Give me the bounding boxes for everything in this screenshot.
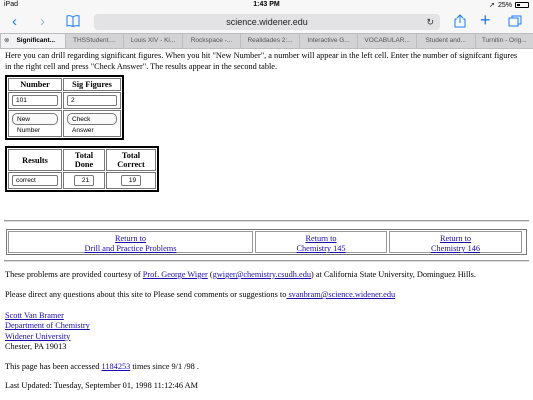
tab-student-and[interactable] — [416, 34, 475, 48]
browser-toolbar — [0, 11, 533, 33]
return-chem145-link-line1[interactable]: Return to — [305, 234, 337, 243]
total-done-field[interactable]: 21 — [74, 175, 94, 186]
counter-prefix: This page has been accessed — [5, 362, 102, 371]
city-text: Chester, PA 19013 — [5, 341, 67, 351]
author-link[interactable]: Scott Van Bramer — [5, 311, 64, 320]
divider — [4, 220, 529, 222]
bookmarks-icon[interactable] — [66, 15, 80, 27]
total-correct-header: Total Correct — [106, 149, 156, 171]
device-label: iPad — [4, 1, 19, 8]
divider — [4, 260, 529, 262]
address-block — [5, 311, 90, 352]
tab-label: THSStudent.... — [73, 37, 116, 44]
return-drill-link-line1[interactable]: Return to — [114, 234, 147, 243]
tab-label: Louis XIV - Ki... — [130, 37, 176, 44]
tab-strip — [0, 33, 533, 49]
wiger-link[interactable]: Prof. George Wiger — [142, 270, 208, 279]
courtesy-text — [5, 270, 476, 280]
tab-label: Interactive G... — [307, 37, 350, 44]
new-tab-icon[interactable]: + — [480, 10, 491, 30]
return-chem145-link-line2[interactable]: Chemistry 145 — [296, 244, 346, 253]
location-icon: ➚ — [489, 2, 495, 9]
results-header: Results — [8, 149, 62, 171]
sig-figures-field[interactable]: 2 — [67, 95, 117, 106]
tab-label: Significant... — [16, 37, 56, 44]
return-drill-link-line2[interactable]: Drill and Practice Problems — [84, 244, 177, 253]
courtesy-mid: ( — [207, 270, 213, 279]
check-answer-button[interactable]: Check Answer — [67, 113, 117, 125]
nav-cell-chem146 — [389, 231, 522, 253]
tab-label: Rockspace -... — [190, 37, 233, 44]
address-bar[interactable] — [94, 14, 440, 30]
tab-vocabular[interactable] — [357, 34, 416, 48]
total-correct-field[interactable]: 19 — [121, 175, 141, 186]
clock: 1:43 PM — [253, 1, 280, 8]
forward-icon[interactable]: › — [40, 13, 45, 30]
tab-label: Turnitin - Orig... — [481, 37, 527, 44]
results-table — [5, 146, 159, 192]
number-field[interactable]: 101 — [12, 95, 58, 106]
wiger-email-link[interactable]: gwiger@chemistry.csudh.edu — [212, 270, 311, 279]
tab-turnitin[interactable] — [475, 34, 533, 48]
tab-thsstudent[interactable] — [65, 34, 124, 48]
return-chem146-link-line2[interactable]: Chemistry 146 — [430, 244, 481, 253]
nav-cell-chem145 — [255, 231, 387, 253]
tab-significant[interactable] — [0, 34, 65, 48]
return-links-table — [6, 229, 527, 255]
url-text: science.widener.edu — [226, 17, 308, 27]
tabs-overview-icon[interactable] — [508, 15, 522, 27]
result-field[interactable]: correct — [12, 175, 58, 186]
battery-icon — [515, 2, 529, 8]
tab-rockspace[interactable] — [182, 34, 241, 48]
tab-label: Realidades 2:... — [247, 37, 293, 44]
status-right — [489, 1, 529, 9]
close-icon[interactable]: ⊗ — [4, 37, 10, 44]
page-content — [0, 49, 533, 400]
courtesy-suffix: ) at California State University, Dominguez Hills. — [311, 270, 476, 279]
tab-label: Student and... — [425, 37, 466, 44]
number-header: Number — [8, 78, 62, 91]
tab-louis-xiv[interactable] — [123, 34, 182, 48]
department-link[interactable]: Department of Chemistry — [5, 321, 90, 331]
vanbram-email-link[interactable]: svanbram@science.widener.edu — [286, 290, 396, 299]
share-icon[interactable] — [454, 14, 466, 28]
tab-realidades[interactable] — [240, 34, 299, 48]
nav-cell-drill — [8, 231, 253, 253]
contact-text — [5, 290, 395, 300]
back-icon[interactable]: ‹ — [12, 13, 17, 30]
sig-figures-header: Sig Figures — [63, 78, 121, 91]
status-bar — [0, 0, 533, 11]
total-done-header: Total Done — [63, 149, 105, 171]
new-number-button[interactable]: New Number — [12, 113, 58, 125]
return-chem146-link-line1[interactable]: Return to — [439, 234, 472, 243]
drill-table — [5, 75, 124, 140]
battery-percent: 25% — [497, 1, 512, 9]
last-updated-text: Last Updated: Tuesday, September 01, 1998 11:12:46 AM — [5, 381, 198, 390]
tab-label: VOCABULAR... — [364, 37, 410, 44]
counter-suffix: times since 9/1 /98 . — [130, 362, 199, 371]
contact-prefix: Please direct any questions about this site to Please send comments or suggestions to — [5, 290, 287, 299]
university-link[interactable]: Widener University — [5, 331, 71, 341]
counter-text — [5, 362, 199, 372]
hit-counter-link[interactable]: 1184253 — [101, 362, 131, 371]
tab-interactive[interactable] — [299, 34, 358, 48]
reload-icon[interactable]: ↻ — [426, 17, 434, 27]
courtesy-prefix: These problems are provided courtesy of — [5, 270, 143, 279]
intro-text: Here you can drill regarding significant figures. When you hit "New Number", a number will appear in the left cell. Enter the number of signifcant figures in the right cell and press "Check Answer". The results appear in the second table. — [5, 51, 518, 71]
